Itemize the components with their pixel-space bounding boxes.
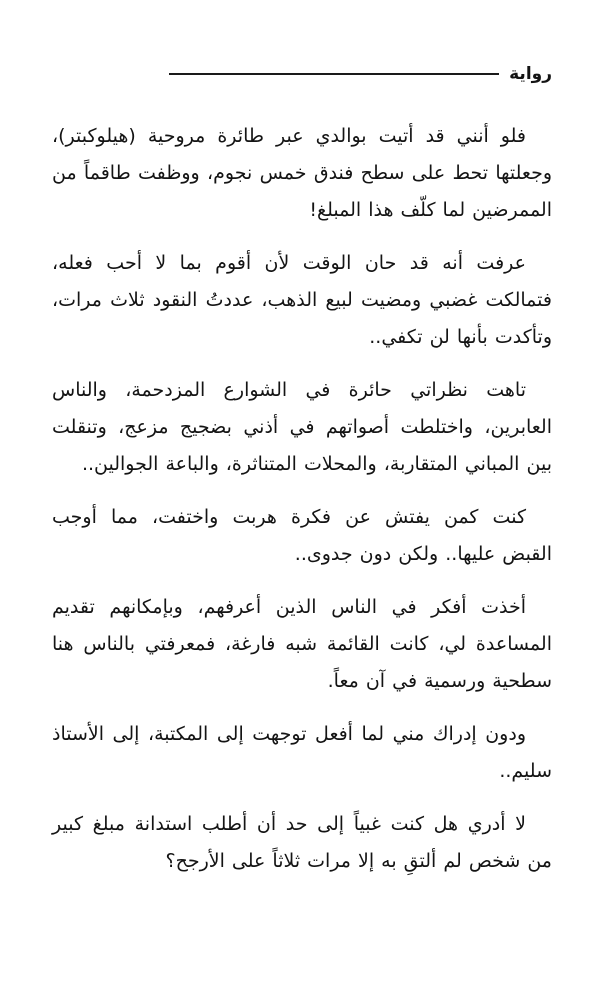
paragraph-4: كنت كمن يفتش عن فكرة هربت واختفت، مما أوجب القبض عليها.. ولكن دون جدوى.. xyxy=(52,506,552,565)
header-divider xyxy=(169,73,499,75)
paragraph-3: تاهت نظراتي حائرة في الشوارع المزدحمة، والناس العابرين، واختلطت أصواتهم في أذني بضجيج مزعج، وتنقلت بين المباني المتقاربة، والمحلات المتناثرة، والباعة الجوالين.. xyxy=(52,379,552,475)
section-title: رواية xyxy=(509,64,552,84)
page-body xyxy=(52,118,552,896)
paragraph-2: عرفت أنه قد حان الوقت لأن أقوم بما لا أحب فعله، فتمالكت غضبي ومضيت لبيع الذهب، عددتُ النقود ثلاث مرات، وتأكدت بأنها لن تكفي.. xyxy=(52,252,552,348)
paragraph-1: فلو أنني قد أتيت بوالدي عبر طائرة مروحية (هيلوكبتر)، وجعلتها تحط على سطح فندق خمس نجوم، ووظفت طاقماً من الممرضين لما كلّف هذا المبلغ! xyxy=(52,125,552,221)
page-header xyxy=(32,58,552,90)
paragraph-6: ودون إدراك مني لما أفعل توجهت إلى المكتبة، إلى الأستاذ سليم.. xyxy=(52,723,552,782)
paragraph-7: لا أدري هل كنت غبياً إلى حد أن أطلب استدانة مبلغ كبير من شخص لم ألتقِ به إلا مرات ثلاثاً على الأرجح؟ xyxy=(52,813,552,872)
paragraph-5: أخذت أفكر في الناس الذين أعرفهم، وبإمكانهم تقديم المساعدة لي، كانت القائمة شبه فارغة، فمعرفتي بالناس هنا سطحية ورسمية في آن معاً. xyxy=(52,596,552,692)
